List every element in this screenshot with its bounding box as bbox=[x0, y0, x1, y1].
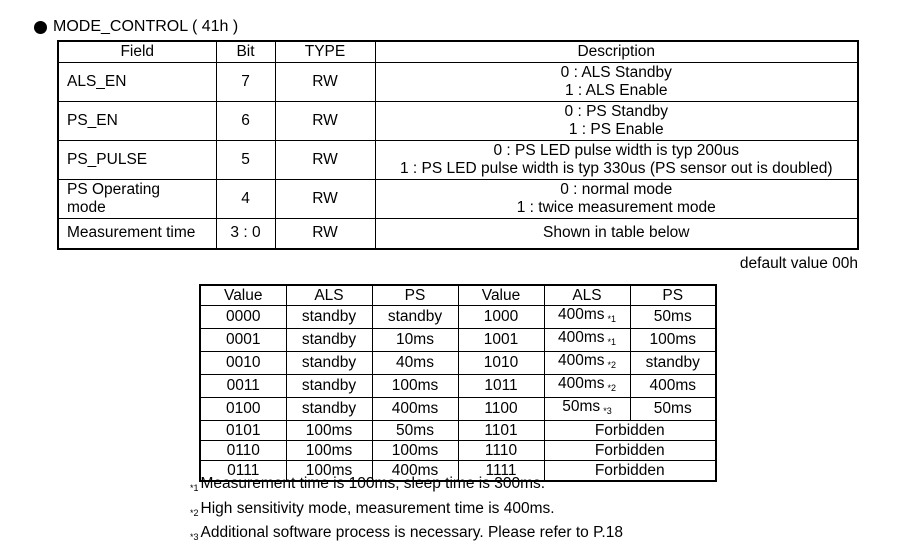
value-cell: 0011 bbox=[200, 375, 286, 398]
als-text: 400ms bbox=[557, 352, 605, 369]
forbidden-cell: Forbidden bbox=[544, 461, 716, 482]
description-cell bbox=[375, 219, 858, 249]
footnote-mark: *1 bbox=[607, 314, 617, 324]
description-line: 0 : normal mode bbox=[560, 181, 673, 198]
als-cell: standby bbox=[286, 306, 372, 329]
als-cell bbox=[544, 398, 630, 421]
field-cell: ALS_EN bbox=[58, 63, 216, 102]
footnote-mark: *1 bbox=[190, 483, 199, 493]
register-header-row bbox=[58, 41, 858, 63]
description-cell bbox=[375, 63, 858, 102]
type-cell: RW bbox=[275, 180, 375, 219]
footnote-mark: *3 bbox=[190, 532, 199, 542]
value-cell: 0100 bbox=[200, 398, 286, 421]
ps-cell: 100ms bbox=[372, 441, 458, 461]
register-row bbox=[58, 180, 858, 219]
value-header-row bbox=[200, 285, 716, 306]
type-cell: RW bbox=[275, 219, 375, 249]
value-cell: 0000 bbox=[200, 306, 286, 329]
header-description: Description bbox=[375, 41, 858, 63]
section-heading bbox=[34, 16, 238, 38]
header-als: ALS bbox=[544, 285, 630, 306]
field-cell: PS_EN bbox=[58, 102, 216, 141]
header-type: TYPE bbox=[275, 41, 375, 63]
ps-cell: 100ms bbox=[372, 375, 458, 398]
ps-cell: 400ms bbox=[630, 375, 716, 398]
value-cell: 1001 bbox=[458, 329, 544, 352]
bit-cell: 3 : 0 bbox=[216, 219, 275, 249]
footnote-text: Measurement time is 100ms, sleep time is 300ms. bbox=[200, 475, 546, 492]
als-cell: 100ms bbox=[286, 441, 372, 461]
description-line: 0 : PS Standby bbox=[564, 103, 668, 120]
table-row bbox=[200, 441, 716, 461]
table-row bbox=[200, 398, 716, 421]
footnotes bbox=[190, 474, 623, 548]
header-bit: Bit bbox=[216, 41, 275, 63]
table-row bbox=[200, 352, 716, 375]
als-cell bbox=[544, 329, 630, 352]
ps-cell: 10ms bbox=[372, 329, 458, 352]
default-value-note: default value 00h bbox=[739, 255, 858, 272]
field-cell: PS_PULSE bbox=[58, 141, 216, 180]
ps-cell: standby bbox=[630, 352, 716, 375]
description-line: Shown in table below bbox=[543, 224, 690, 242]
footnote-text: High sensitivity mode, measurement time is 400ms. bbox=[200, 499, 555, 517]
type-cell: RW bbox=[275, 141, 375, 180]
footnote-mark: *2 bbox=[190, 507, 199, 518]
register-row bbox=[58, 102, 858, 141]
description-cell bbox=[375, 141, 858, 180]
register-row bbox=[58, 219, 858, 249]
table-row bbox=[200, 421, 716, 441]
value-cell: 0101 bbox=[200, 421, 286, 441]
description-line: 1 : PS LED pulse width is typ 330us (PS sensor out is doubled) bbox=[399, 160, 833, 177]
value-cell: 0001 bbox=[200, 329, 286, 352]
bit-cell: 7 bbox=[216, 63, 275, 102]
value-cell: 1000 bbox=[458, 306, 544, 329]
footnote-mark: *2 bbox=[607, 383, 617, 393]
header-value: Value bbox=[200, 285, 286, 306]
footnote bbox=[190, 499, 623, 524]
als-cell: standby bbox=[286, 375, 372, 398]
forbidden-cell: Forbidden bbox=[544, 441, 716, 461]
als-cell: standby bbox=[286, 398, 372, 421]
value-cell: 1111 bbox=[458, 461, 544, 482]
section-title: MODE_CONTROL ( 41h ) bbox=[53, 18, 239, 35]
value-cell: 0010 bbox=[200, 352, 286, 375]
als-text: 400ms bbox=[557, 329, 605, 346]
forbidden-cell: Forbidden bbox=[544, 421, 716, 441]
value-cell: 0110 bbox=[200, 441, 286, 461]
ps-cell: 50ms bbox=[630, 306, 716, 329]
footnote bbox=[190, 523, 623, 548]
als-cell: standby bbox=[286, 329, 372, 352]
description-line: 1 : ALS Enable bbox=[564, 82, 668, 99]
ps-cell: 400ms bbox=[372, 398, 458, 421]
table-row bbox=[200, 375, 716, 398]
register-table bbox=[57, 40, 859, 250]
table-row bbox=[200, 329, 716, 352]
ps-cell: 50ms bbox=[630, 398, 716, 421]
als-cell: standby bbox=[286, 352, 372, 375]
als-text: 400ms bbox=[557, 375, 605, 392]
field-cell bbox=[58, 180, 216, 219]
bit-cell: 4 bbox=[216, 180, 275, 219]
register-row bbox=[58, 141, 858, 180]
header-als: ALS bbox=[286, 285, 372, 306]
type-cell: RW bbox=[275, 102, 375, 141]
footnote-mark: *2 bbox=[607, 360, 617, 370]
header-ps: PS bbox=[372, 285, 458, 306]
ps-cell: 50ms bbox=[372, 421, 458, 441]
als-cell bbox=[544, 375, 630, 398]
als-cell: 100ms bbox=[286, 461, 372, 482]
header-value: Value bbox=[458, 285, 544, 306]
ps-cell: 100ms bbox=[630, 329, 716, 352]
value-cell: 1100 bbox=[458, 398, 544, 421]
value-cell: 1011 bbox=[458, 375, 544, 398]
als-cell: 100ms bbox=[286, 421, 372, 441]
description-cell bbox=[375, 102, 858, 141]
ps-cell: 40ms bbox=[372, 352, 458, 375]
register-row bbox=[58, 63, 858, 102]
type-cell: RW bbox=[275, 63, 375, 102]
als-cell bbox=[544, 352, 630, 375]
description-line: 0 : ALS Standby bbox=[560, 64, 672, 81]
als-cell bbox=[544, 306, 630, 329]
value-cell: 1110 bbox=[458, 441, 544, 461]
footnote-mark: *3 bbox=[603, 406, 612, 416]
footnote-text: Additional software process is necessary. Please refer to P.18 bbox=[200, 524, 623, 541]
bit-cell: 5 bbox=[216, 141, 275, 180]
value-cell: 1101 bbox=[458, 421, 544, 441]
header-ps: PS bbox=[630, 285, 716, 306]
table-row bbox=[200, 306, 716, 329]
ps-cell: standby bbox=[372, 306, 458, 329]
bullet-icon bbox=[34, 21, 47, 34]
header-field: Field bbox=[58, 41, 216, 63]
footnote-mark: *1 bbox=[607, 337, 617, 347]
footnote bbox=[190, 474, 623, 499]
description-cell bbox=[375, 180, 858, 219]
ps-cell: 400ms bbox=[372, 461, 458, 482]
description-line: 1 : PS Enable bbox=[568, 121, 664, 138]
description-line: 0 : PS LED pulse width is typ 200us bbox=[493, 142, 740, 159]
value-cell: 1010 bbox=[458, 352, 544, 375]
measurement-time-table bbox=[199, 284, 717, 482]
als-text: 400ms bbox=[557, 306, 605, 323]
field-cell: Measurement time bbox=[58, 219, 216, 249]
als-text: 50ms bbox=[562, 398, 601, 415]
description-line: 1 : twice measurement mode bbox=[516, 199, 716, 216]
bit-cell: 6 bbox=[216, 102, 275, 141]
value-cell: 0111 bbox=[200, 461, 286, 482]
field-text: PS Operating mode bbox=[67, 181, 161, 216]
